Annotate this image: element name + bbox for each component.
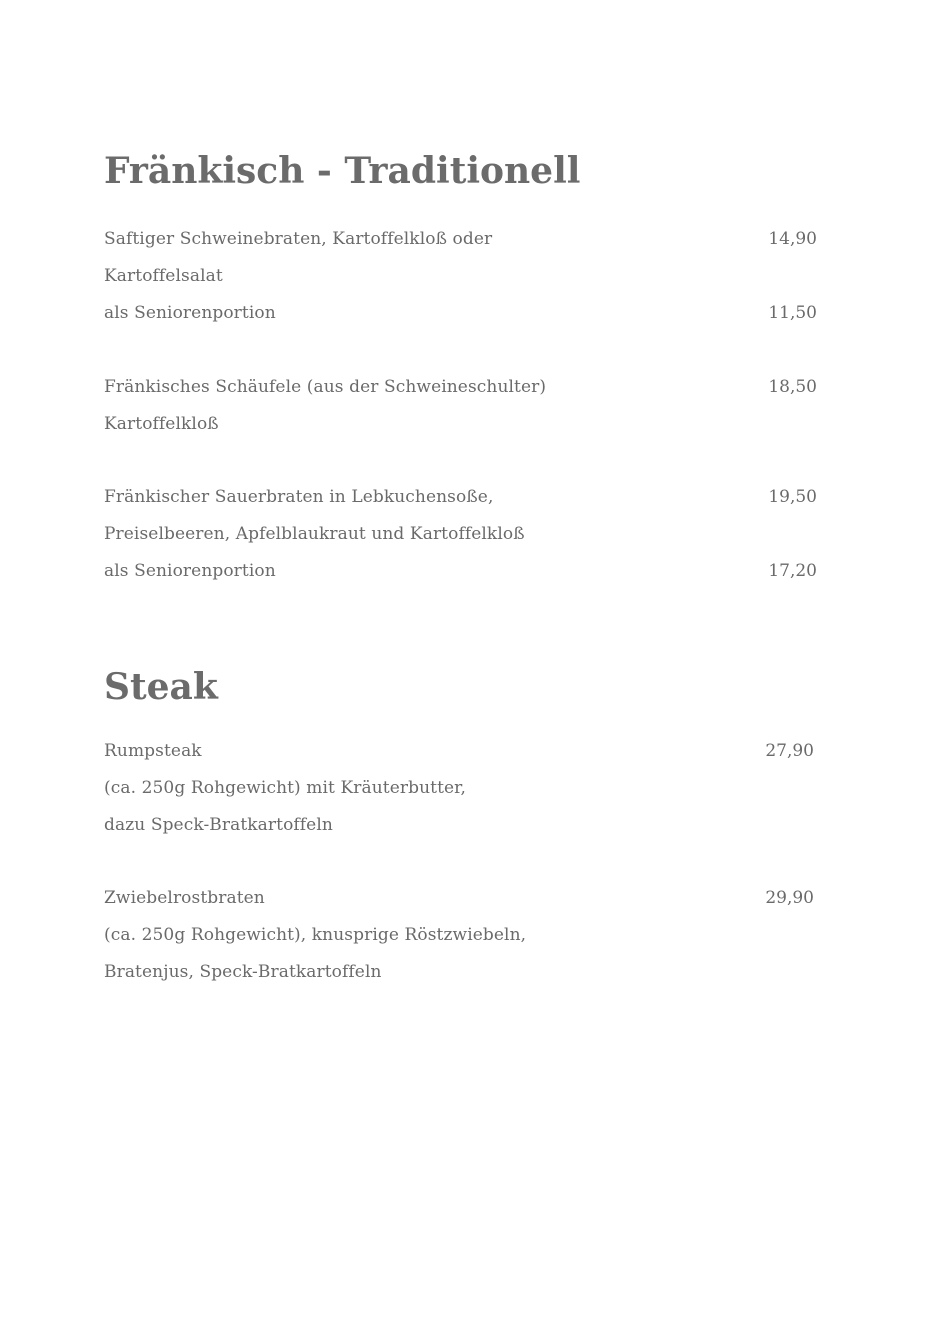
section-title-steak: Steak [104,666,218,708]
menu-item-line: Fränkisches Schäufele (aus der Schweineschulter) [104,377,547,397]
menu-item-line: Fränkischer Sauerbraten in Lebkuchensoße, [104,487,494,507]
menu-item-line: als Seniorenportion [104,303,276,323]
menu-item-line: Kartoffelsalat [104,266,223,286]
menu-item-line: Preiselbeeren, Apfelblaukraut und Kartoffelkloß [104,524,525,544]
menu-item-price: 14,90 [768,229,817,249]
menu-item-line: als Seniorenportion [104,561,276,581]
menu-item-price: 18,50 [768,377,817,397]
menu-item-line: Zwiebelrostbraten [104,888,265,908]
menu-item-line: Bratenjus, Speck-Bratkartoffeln [104,962,382,982]
menu-item-line: (ca. 250g Rohgewicht) mit Kräuterbutter, [104,778,467,798]
menu-item-line: (ca. 250g Rohgewicht), knusprige Röstzwiebeln, [104,925,527,945]
menu-item-price: 27,90 [765,741,814,761]
menu-item-line: Kartoffelkloß [104,414,219,434]
menu-item-senior-price: 11,50 [768,303,817,323]
menu-item-price: 19,50 [768,487,817,507]
section-title-fraenkisch: Fränkisch - Traditionell [104,150,581,192]
menu-item-price: 29,90 [765,888,814,908]
menu-item-line: dazu Speck-Bratkartoffeln [104,815,333,835]
menu-item-line: Rumpsteak [104,741,202,761]
menu-item-line: Saftiger Schweinebraten, Kartoffelkloß oder [104,229,493,249]
menu-item-senior-price: 17,20 [768,561,817,581]
